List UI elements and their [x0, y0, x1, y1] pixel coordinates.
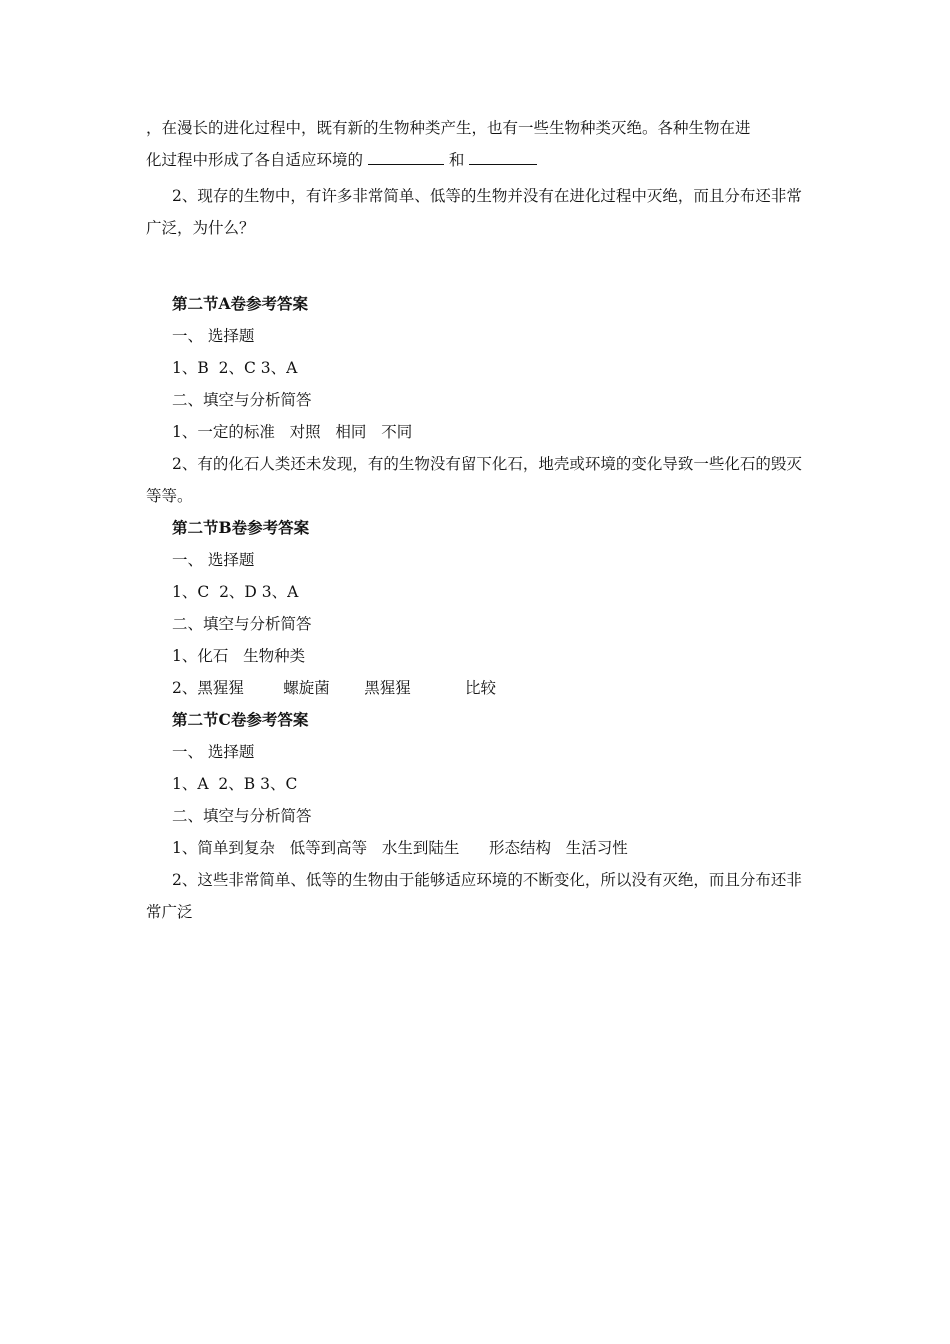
question-tail-and: 和 — [443, 151, 470, 169]
section-b-answer1: 1、化石 生物种类 — [172, 647, 306, 665]
section-b-answer2: 2、黑猩猩 螺旋菌 黑猩猩 比较 — [172, 679, 496, 697]
section-c-choices: 1、A 2、B 3、C — [172, 775, 298, 793]
section-a-title: 第二节A卷参考答案 — [172, 294, 309, 313]
section-a-part2: 二、填空与分析简答 — [172, 391, 312, 409]
section-c-answer1: 1、简单到复杂 低等到高等 水生到陆生 形态结构 生活习性 — [172, 839, 628, 857]
document-page — [146, 112, 806, 928]
section-b-part1: 一、 选择题 — [172, 551, 255, 569]
section-c-title: 第二节C卷参考答案 — [172, 710, 309, 729]
section-b-choices: 1、C 2、D 3、A — [172, 583, 299, 601]
section-c-part1: 一、 选择题 — [172, 743, 255, 761]
section-a-part1: 一、 选择题 — [172, 327, 255, 345]
section-c-answer2: 2、这些非常简单、低等的生物由于能够适应环境的不断变化，所以没有灭绝，而且分布还非常广泛 — [146, 871, 802, 921]
section-a-answer2: 2、有的化石人类还未发现，有的生物没有留下化石，地壳或环境的变化导致一些化石的毁灭等等。 — [146, 455, 802, 505]
section-b-part2: 二、填空与分析简答 — [172, 615, 312, 633]
fill-blank-1[interactable] — [368, 146, 444, 165]
question-2: 2、现存的生物中，有许多非常简单、低等的生物并没有在进化过程中灭绝，而且分布还非常广泛，为什么？ — [146, 187, 802, 237]
section-b-title: 第二节B卷参考答案 — [172, 518, 310, 537]
section-a-choices: 1、B 2、C 3、A — [172, 359, 298, 377]
question-tail-line2 — [146, 144, 806, 176]
section-c-part2: 二、填空与分析简答 — [172, 807, 312, 825]
spacer — [146, 244, 806, 288]
fill-blank-2[interactable] — [469, 146, 537, 165]
question-tail-line1: ，在漫长的进化过程中，既有新的生物种类产生，也有一些生物种类灭绝。各种生物在进 — [146, 119, 751, 137]
section-a-answer1: 1、一定的标准 对照 相同 不同 — [172, 423, 413, 441]
question-tail-text: 化过程中形成了各自适应环境的 — [146, 151, 368, 169]
